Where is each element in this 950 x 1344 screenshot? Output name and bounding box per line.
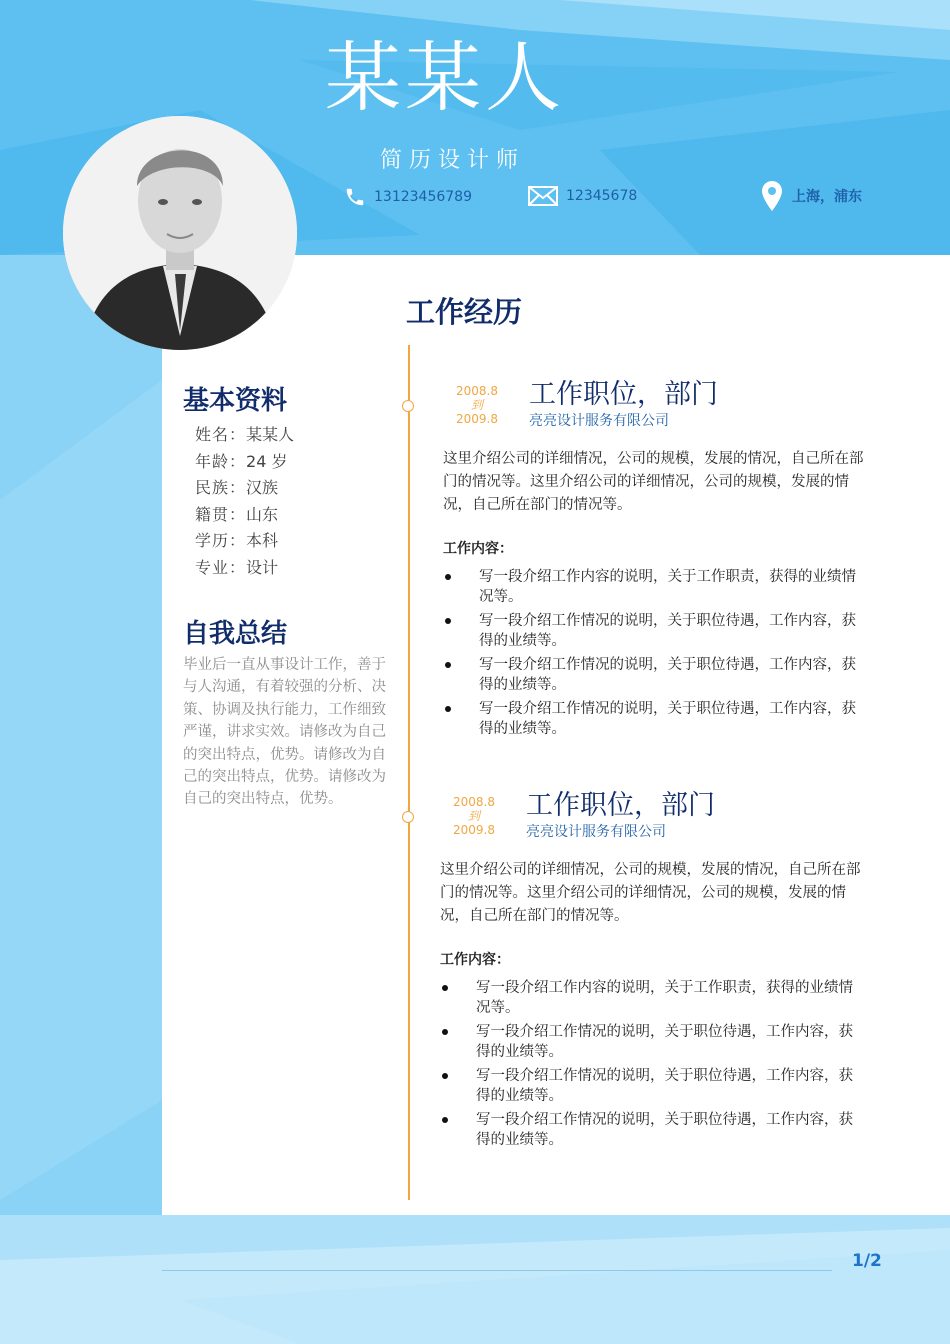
basic-info-label: 学历： <box>195 531 247 550</box>
basic-info-value: 汉族 <box>246 478 279 497</box>
basic-info-label: 专业： <box>195 557 247 577</box>
job-role-title: 简历设计师 <box>379 148 525 173</box>
work-content-item: 写一段介绍工作内容的说明，关于工作职责，获得的业绩情况等。 <box>443 567 868 607</box>
work-content-item: 写一段介绍工作内容的说明，关于工作职责，获得的业绩情况等。 <box>440 978 865 1018</box>
work-content-item: 写一段介绍工作情况的说明，关于职位待遇，工作内容，获得的业绩等。 <box>440 1110 865 1150</box>
basic-info-row <box>195 528 278 551</box>
job-date-date-to: 2009.8 <box>453 823 495 837</box>
timeline-node <box>402 400 414 412</box>
job-date <box>447 384 507 426</box>
job-date-date-to-word: 到 <box>470 398 483 412</box>
timeline-node <box>402 811 414 823</box>
job-date-date-to: 2009.8 <box>456 412 498 426</box>
basic-info-label: 姓名： <box>195 425 247 444</box>
basic-info-label: 民族： <box>195 478 247 497</box>
contact-location <box>762 181 862 211</box>
person-name: 某某人 <box>325 33 565 122</box>
company-description: 这里介绍公司的详细情况，公司的规模，发展的情况，自己所在部门的情况等。这里介绍公司的详细情况，公司的规模，发展的情况，自己所在部门的情况等。 <box>443 451 864 513</box>
work-content-item: 写一段介绍工作情况的说明，关于职位待遇，工作内容，获得的业绩等。 <box>443 611 868 651</box>
basic-info-row <box>195 502 278 525</box>
basic-info-row <box>195 422 294 445</box>
work-experience-heading: 工作经历 <box>406 295 523 329</box>
basic-info-label: 籍贯： <box>195 504 247 524</box>
timeline-line <box>408 345 410 1200</box>
basic-info-value: 设计 <box>246 557 279 577</box>
phone-icon <box>344 186 366 208</box>
basic-info-heading: 基本资料 <box>183 386 288 416</box>
phone-number: 13123456789 <box>374 189 472 205</box>
basic-info-row <box>195 555 278 578</box>
contact-phone <box>344 186 472 208</box>
company-name: 亮亮设计服务有限公司 <box>526 824 666 840</box>
work-content-label: 工作内容： <box>443 541 513 557</box>
page-number: 1/2 <box>852 1251 882 1271</box>
work-content-item: 写一段介绍工作情况的说明，关于职位待遇，工作内容，获得的业绩等。 <box>440 1022 865 1062</box>
basic-info-row <box>195 475 278 498</box>
location-text: 上海，浦东 <box>792 189 862 205</box>
work-content-item: 写一段介绍工作情况的说明，关于职位待遇，工作内容，获得的业绩等。 <box>443 699 868 739</box>
basic-info-label: 年龄： <box>195 451 247 471</box>
work-content-item: 写一段介绍工作情况的说明，关于职位待遇，工作内容，获得的业绩等。 <box>440 1066 865 1106</box>
work-content-label: 工作内容： <box>440 952 510 968</box>
envelope-icon <box>528 186 558 206</box>
work-content-list <box>443 567 868 743</box>
basic-info-value: 山东 <box>246 504 279 524</box>
job-date-date-to-word: 到 <box>467 809 480 823</box>
job-date-date-from: 2008.8 <box>456 384 498 398</box>
company-name: 亮亮设计服务有限公司 <box>529 413 669 429</box>
basic-info-value: 24 岁 <box>246 451 288 471</box>
email-address: 12345678 <box>566 188 638 204</box>
job-date-date-from: 2008.8 <box>453 795 495 809</box>
profile-photo <box>63 116 297 350</box>
summary-heading: 自我总结 <box>183 619 288 649</box>
basic-info-value: 本科 <box>246 531 279 550</box>
contact-email <box>528 186 637 206</box>
portrait-image <box>63 116 297 350</box>
job-title: 工作职位，部门 <box>529 379 718 410</box>
company-description: 这里介绍公司的详细情况，公司的规模，发展的情况，自己所在部门的情况等。这里介绍公司的详细情况，公司的规模，发展的情况，自己所在部门的情况等。 <box>440 862 861 924</box>
footer-divider <box>162 1270 832 1271</box>
summary-text: 毕业后一直从事设计工作，善于与人沟通，有着较强的分析、决策、协调及执行能力，工作细致严谨，讲求实效。请修改为自己的突出特点，优势。请修改为自己的突出特点，优势。请修改为自己的突出特点，优势。 <box>183 657 386 808</box>
job-date <box>444 795 504 837</box>
basic-info-value: 某某人 <box>246 425 295 444</box>
work-content-item: 写一段介绍工作情况的说明，关于职位待遇，工作内容，获得的业绩等。 <box>443 655 868 695</box>
work-content-list <box>440 978 865 1154</box>
basic-info-row <box>195 449 287 472</box>
location-pin-icon <box>762 181 782 211</box>
job-title: 工作职位，部门 <box>526 790 715 821</box>
